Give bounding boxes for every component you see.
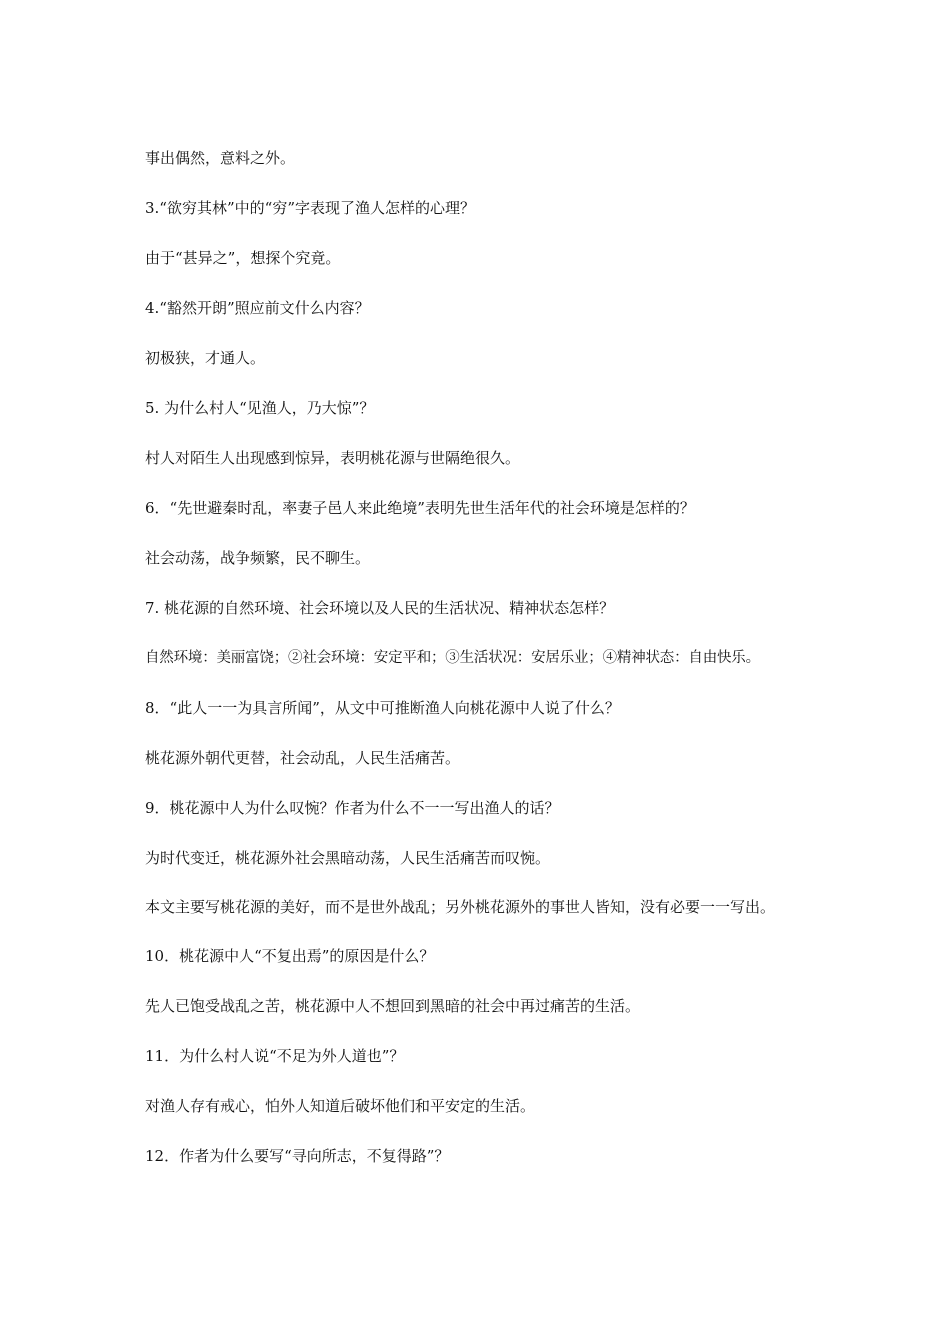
question-text: 8．“此人一一为具言所闻”，从文中可推断渔人向桃花源中人说了什么？ (145, 699, 620, 717)
question-text: 6．“先世避秦时乱，率妻子邑人来此绝境”表明先世生活年代的社会环境是怎样的？ (145, 499, 695, 517)
answer-text: 社会动荡，战争频繁，民不聊生。 (145, 549, 371, 567)
answer-text: 为时代变迁，桃花源外社会黑暗动荡，人民生活痛苦而叹惋。 (145, 849, 551, 867)
answer-text: 对渔人存有戒心，怕外人知道后破坏他们和平安定的生活。 (145, 1097, 536, 1115)
answer-text: 村人对陌生人出现感到惊异，表明桃花源与世隔绝很久。 (145, 449, 521, 467)
answer-text: 先人已饱受战乱之苦，桃花源中人不想回到黑暗的社会中再过痛苦的生活。 (145, 997, 641, 1015)
question-text: 10．桃花源中人“不复出焉”的原因是什么？ (145, 947, 435, 965)
answer-text: 自然环境：美丽富饶；②社会环境：安定平和；③生活状况：安居乐业；④精神状态：自由快乐。 (145, 650, 760, 666)
answer-text: 本文主要写桃花源的美好，而不是世外战乱；另外桃花源外的事世人皆知，没有必要一一写出。 (145, 898, 776, 916)
document-body (145, 146, 825, 1194)
question-text: 11．为什么村人说“不足为外人道也”？ (145, 1047, 405, 1065)
question-text: 9．桃花源中人为什么叹惋？作者为什么不一一写出渔人的话？ (145, 799, 560, 817)
question-text: 3.“欲穷其林”中的“穷”字表现了渔人怎样的心理？ (145, 199, 475, 217)
answer-text: 由于“甚异之”，想探个究竟。 (145, 249, 341, 267)
question-text: 5. 为什么村人“见渔人，乃大惊”？ (145, 399, 375, 417)
question-text: 4.“豁然开朗”照应前文什么内容？ (145, 299, 370, 317)
answer-text: 初极狭，才通人。 (145, 349, 266, 367)
question-text: 7. 桃花源的自然环境、社会环境以及人民的生活状况、精神状态怎样？ (145, 599, 615, 617)
answer-text: 桃花源外朝代更替，社会动乱，人民生活痛苦。 (145, 749, 461, 767)
question-text: 12．作者为什么要写“寻向所志，不复得路”？ (145, 1147, 450, 1165)
answer-text: 事出偶然，意料之外。 (145, 149, 296, 167)
